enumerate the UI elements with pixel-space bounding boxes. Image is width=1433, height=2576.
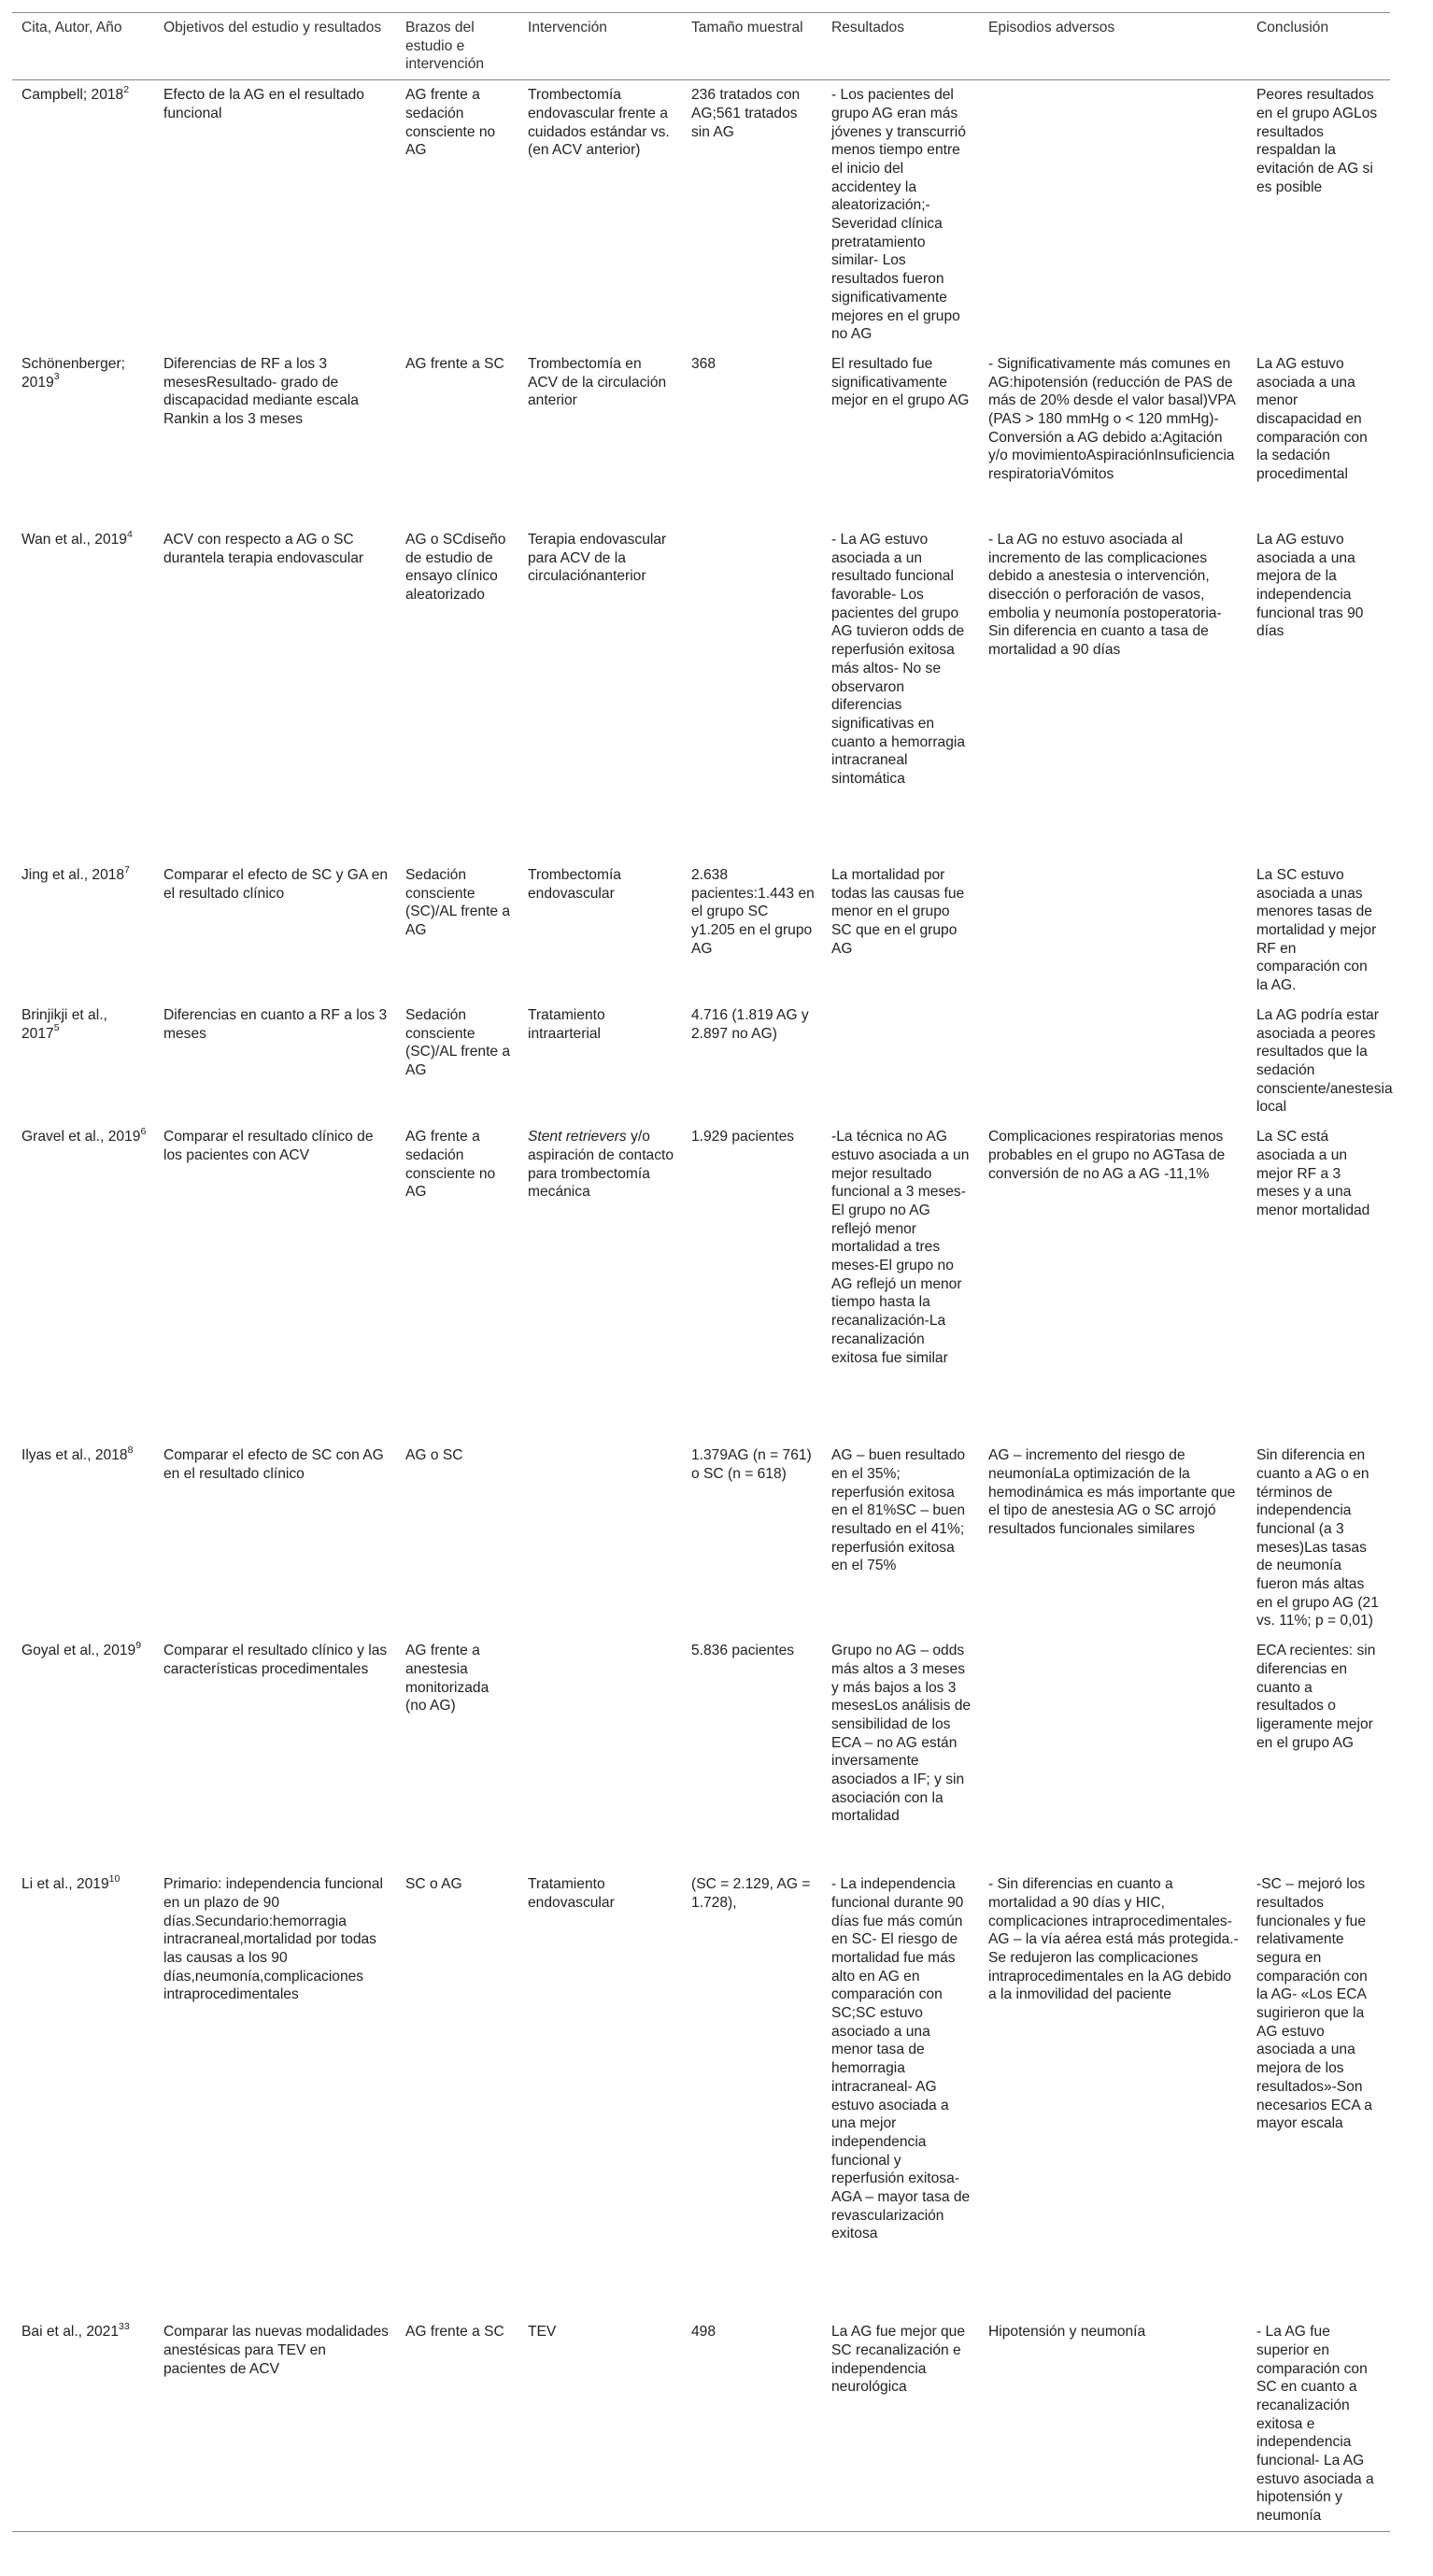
cell-sample: 368 bbox=[691, 355, 716, 372]
header-resultados: Resultados bbox=[822, 13, 979, 80]
cell-sample: (SC = 2.129, AG = 1.728), bbox=[691, 1876, 811, 1911]
header-tamano-muestral: Tamaño muestral bbox=[682, 13, 822, 80]
cell-results: AG – buen resultado en el 35%; reperfusión exitosa en el 81%SC – buen resultado en el 41%; reperfusión exitosa en el 75% bbox=[831, 1447, 966, 1574]
cell-results: El resultado fue significativamente mejor en el grupo AG bbox=[831, 355, 970, 409]
cell-arms: Sedación consciente (SC)/AL frente a AG bbox=[405, 1006, 511, 1078]
table-row bbox=[12, 1122, 1390, 1441]
cell-intervention: Trombectomía en ACV de la circulación anterior bbox=[528, 355, 667, 409]
reference-number: 7 bbox=[124, 863, 130, 875]
cell-results bbox=[822, 1001, 979, 1122]
cell-objective: Comparar el resultado clínico y las características procedimentales bbox=[163, 1643, 388, 1677]
reference-number: 3 bbox=[53, 371, 60, 383]
cell-sample: 236 tratados con AG;561 tratados sin AG bbox=[691, 87, 801, 140]
cell-adverse: Hipotensión y neumonía bbox=[979, 2317, 1247, 2531]
cell-conclusion: -SC – mejoró los resultados funcionales y fue relativamente segura en comparación con la AG- «Los ECA sugirieron que la AG estuvo asociada a una mejora de los resultados»-Son necesarios ECA a mayor escala bbox=[1256, 1876, 1372, 2132]
cell-sample bbox=[682, 525, 822, 861]
cell-author: Campbell; 2018$^2$ bbox=[21, 83, 130, 104]
cell-conclusion: La AG podría estar asociada a peores resultados que la sedación consciente/anestesia local bbox=[1256, 1006, 1393, 1116]
cell-author: Schönenberger; 2019$^3$ bbox=[21, 355, 125, 391]
cell-sample: 1.929 pacientes bbox=[691, 1129, 795, 1146]
cell-intervention bbox=[518, 1441, 682, 1636]
cell-intervention: Tratamiento endovascular bbox=[528, 1876, 615, 1911]
header-row bbox=[12, 13, 1390, 80]
cell-results: -La técnica no AG estuvo asociada a un mejor resultado funcional a 3 meses-El grupo no AG reflejó menor mortalidad a tres meses-El grupo no AG reflejó un menor tiempo hasta la recanalización-La recanalización exitosa fue similar bbox=[831, 1129, 970, 1366]
cell-adverse: - Significativamente más comunes en AG:hipotensión (reducción de PAS de más de 20% desde el valor basal)VPA (PAS > 180 mmHg o < 120 mmHg)- Conversión a AG debido a:Agitación y/o movimientoAspiraciónInsuficiencia respiratoriaVómitos bbox=[988, 355, 1236, 483]
table-row bbox=[12, 1441, 1390, 1636]
cell-results: - La independencia funcional durante 90 días fue más común en SC- El riesgo de mortalidad fue más alto en AG en comparación con SC;SC estuvo asociado a una menor tasa de hemorragia intracraneal- AG estuvo asociada a una mejor independencia funcional y reperfusión exitosa-AGA – mayor tasa de revascularización exitosa bbox=[831, 1876, 971, 2242]
reference-number: 10 bbox=[108, 1872, 121, 1885]
cell-sample: 1.379AG (n = 761) o SC (n = 618) bbox=[691, 1447, 812, 1482]
cell-adverse bbox=[979, 1001, 1247, 1122]
header-episodios-adversos: Episodios adversos bbox=[979, 13, 1247, 80]
studies-table bbox=[12, 12, 1393, 2532]
cell-objective: Diferencias en cuanto a RF a los 3 meses bbox=[163, 1006, 388, 1042]
cell-intervention: Stent retrievers y/o aspiración de contacto para trombectomía mecánica bbox=[528, 1129, 674, 1201]
cell-arms: AG frente a SC bbox=[405, 355, 504, 372]
cell-sample: 5.836 pacientes bbox=[691, 1643, 795, 1659]
reference-number: 5 bbox=[53, 1022, 60, 1034]
table-row bbox=[12, 525, 1390, 861]
cell-author: Jing et al., 2018$^7$ bbox=[21, 863, 130, 883]
cell-intervention: TEV bbox=[518, 2317, 682, 2531]
cell-arms: AG frente a sedación consciente no AG bbox=[405, 1129, 496, 1201]
cell-conclusion: La AG estuvo asociada a una menor discapacidad en comparación con la sedación procedimental bbox=[1256, 355, 1368, 483]
cell-intervention: Tratamiento intraarterial bbox=[528, 1006, 605, 1042]
table-row bbox=[12, 861, 1390, 1001]
table-row bbox=[12, 1870, 1390, 2317]
cell-arms: AG o SCdiseño de estudio de ensayo clínico aleatorizado bbox=[405, 531, 506, 604]
cell-adverse: AG – incremento del riesgo de neumoníaLa optimización de la hemodinámica es más importante que el tipo de anestesia AG o SC arrojó resultados funcionales similares bbox=[988, 1447, 1236, 1537]
cell-adverse: Complicaciones respiratorias menos probables en el grupo no AGTasa de conversión de no AG a AG -11,1% bbox=[988, 1129, 1226, 1182]
table-row bbox=[12, 80, 1390, 349]
cell-objective: Efecto de la AG en el resultado funcional bbox=[163, 87, 364, 121]
reference-number: 8 bbox=[127, 1444, 134, 1456]
cell-objective: Comparar las nuevas modalidades anestésicas para TEV en pacientes de ACV bbox=[154, 2317, 396, 2531]
cell-intervention: Trombectomía endovascular frente a cuidados estándar vs. (en ACV anterior) bbox=[528, 87, 670, 159]
cell-author: Goyal et al., 2019$^9$ bbox=[21, 1639, 142, 1659]
cell-results: - La AG estuvo asociada a un resultado funcional favorable- Los pacientes del grupo AG tuvieron odds de reperfusión exitosa más altos- No se observaron diferencias significativas en cuanto a hemorragia intracraneal sintomática bbox=[831, 531, 966, 788]
cell-arms: SC o AG bbox=[405, 1876, 462, 1893]
cell-objective: Comparar el efecto de SC con AG en el resultado clínico bbox=[163, 1447, 384, 1482]
cell-adverse bbox=[979, 861, 1247, 1001]
cell-sample: 4.716 (1.819 AG y 2.897 no AG) bbox=[691, 1006, 809, 1042]
reference-number: 33 bbox=[119, 2320, 130, 2332]
table-row bbox=[12, 1001, 1390, 1122]
cell-results: - Los pacientes del grupo AG eran más jóvenes y transcurrió menos tiempo entre el inicio del accidentey la aleatorización;- Severidad clínica pretratamiento similar- Los resultados fueron significativamente mejores en el grupo no AG bbox=[831, 87, 966, 343]
reference-number: 4 bbox=[126, 528, 133, 540]
cell-sample: 2.638 pacientes:1.443 en el grupo SC y1.205 en el grupo AG bbox=[691, 866, 815, 957]
cell-arms: Sedación consciente (SC)/AL frente a AG bbox=[405, 866, 511, 939]
header-conclusion: Conclusión bbox=[1247, 13, 1390, 80]
cell-author: Brinjikji et al., 2017$^5$ bbox=[21, 1006, 107, 1042]
cell-objective: Comparar el resultado clínico de los pacientes con ACV bbox=[163, 1129, 374, 1163]
header-objetivos: Objetivos del estudio y resultados bbox=[154, 13, 396, 80]
cell-author: Li et al., 2019$^{10}$ bbox=[21, 1872, 121, 1893]
cell-author: Ilyas et al., 2018$^8$ bbox=[21, 1444, 134, 1464]
cell-conclusion: ECA recientes: sin diferencias en cuanto a resultados o ligeramente mejor en el grupo AG bbox=[1256, 1643, 1376, 1751]
cell-arms: AG frente a anestesia monitorizada (no AG) bbox=[405, 1643, 489, 1715]
cell-adverse: - Sin diferencias en cuanto a mortalidad a 90 días y HIC, complicaciones intraprocedimentales- AG – la vía aérea está más protegida.- Se redujeron las complicaciones intraprocedimentales en la AG debido a la inmovilidad del paciente bbox=[988, 1876, 1239, 2003]
cell-author: Wan et al., 2019$^4$ bbox=[21, 528, 133, 548]
cell-results: La AG fue mejor que SC recanalización e independencia neurológica bbox=[822, 2317, 979, 2531]
cell-author: Gravel et al., 2019$^6$ bbox=[21, 1125, 147, 1146]
cell-intervention: Terapia endovascular para ACV de la circulaciónanterior bbox=[528, 531, 667, 585]
reference-number: 6 bbox=[140, 1125, 147, 1137]
cell-conclusion: Sin diferencia en cuanto a AG o en términos de independencia funcional (a 3 meses)Las tasas de neumonía fueron más altas en el grupo AG (21 vs. 11%; p = 0,01) bbox=[1256, 1447, 1379, 1630]
cell-results: Grupo no AG – odds más altos a 3 meses y más bajos a los 3 mesesLos análisis de sensibilidad de los ECA – no AG están inversamente asociados a IF; y sin asociación con la mortalidad bbox=[831, 1643, 972, 1825]
cell-conclusion: - La AG fue superior en comparación con SC en cuanto a recanalización exitosa e independencia funcional- La AG estuvo asociada a hipotensión y neumonía bbox=[1247, 2317, 1390, 2531]
cell-objective: Primario: independencia funcional en un plazo de 90 días.Secundario:hemorragia intracraneal,mortalidad por todas las causas a los 90 días,neumonía,complicaciones intraprocedimentales bbox=[163, 1876, 383, 2003]
table-row bbox=[12, 349, 1390, 525]
cell-arms: AG frente a SC bbox=[396, 2317, 518, 2531]
header-cita: Cita, Autor, Año bbox=[12, 13, 154, 80]
cell-arms: AG frente a sedación consciente no AG bbox=[405, 87, 496, 159]
table-row bbox=[12, 1636, 1390, 1870]
cell-results: La mortalidad por todas las causas fue menor en el grupo SC que en el grupo AG bbox=[831, 866, 965, 957]
cell-adverse: - La AG no estuvo asociada al incremento de las complicaciones debido a anestesia o intervención, disección o perforación de vasos, embolia y neumonía postoperatoria-Sin diferencia en cuanto a tasa de mortalidad a 90 días bbox=[988, 531, 1222, 659]
reference-number: 2 bbox=[123, 83, 130, 95]
cell-conclusion: La AG estuvo asociada a una mejora de la independencia funcional tras 90 días bbox=[1256, 531, 1364, 640]
cell-conclusion: La SC está asociada a un mejor RF a 3 meses y a una menor mortalidad bbox=[1256, 1129, 1370, 1218]
header-intervencion: Intervención bbox=[518, 13, 682, 80]
cell-author: Bai et al., 2021$^{33}$ bbox=[12, 2317, 154, 2531]
header-brazos: Brazos del estudio e intervención bbox=[396, 13, 518, 80]
cell-objective: Diferencias de RF a los 3 mesesResultado- grado de discapacidad mediante escala Rankin a los 3 meses bbox=[163, 355, 359, 428]
cell-objective: Comparar el efecto de SC y GA en el resultado clínico bbox=[163, 866, 389, 902]
table-row bbox=[12, 2317, 1390, 2531]
cell-adverse bbox=[979, 80, 1247, 349]
cell-intervention bbox=[518, 1636, 682, 1870]
cell-conclusion: Peores resultados en el grupo AGLos resultados respaldan la evitación de AG si es posible bbox=[1256, 87, 1378, 195]
reference-number: 9 bbox=[135, 1639, 142, 1651]
cell-adverse bbox=[979, 1636, 1247, 1870]
cell-conclusion: La SC estuvo asociada a unas menores tasas de mortalidad y mejor RF en comparación con la AG. bbox=[1256, 866, 1377, 994]
cell-objective: ACV con respecto a AG o SC durantela terapia endovascular bbox=[163, 531, 364, 566]
cell-intervention: Trombectomía endovascular bbox=[528, 866, 621, 902]
cell-arms: AG o SC bbox=[405, 1447, 463, 1464]
cell-sample: 498 bbox=[682, 2317, 822, 2531]
